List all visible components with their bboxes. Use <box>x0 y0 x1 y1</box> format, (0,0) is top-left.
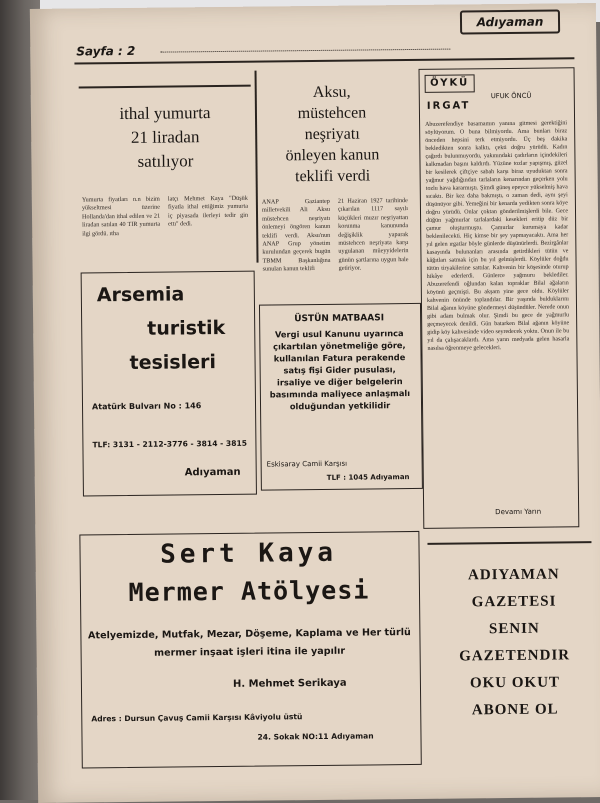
page-number: Sayfa : 2 <box>76 43 136 59</box>
oyku-continued: Devamı Yarın <box>495 507 542 517</box>
oyku-title: IRGAT <box>426 100 471 112</box>
newspaper-page <box>30 3 600 803</box>
aksu-headline-line: müstehcen <box>297 104 367 123</box>
aksu-headline-line: neşriyatı <box>304 125 360 144</box>
egg-headline-line: 21 liradan <box>130 127 200 147</box>
egg-body-col2: latçı Mehmet Kaya "Düşük fiyatla ithal ettiğimiz yumurta iç piyasada ilerleyi tedir gin ettı" dedi. <box>167 194 249 228</box>
aksu-headline-line: teklifi verdi <box>294 167 371 186</box>
masthead-place: Adıyaman <box>460 9 560 34</box>
aksu-body-col2: 21 Haziran 1927 tarihinde çıkarılan 1117 sayılı küçükleri muzır neşriyattan korunma kanununda değişiklik yaparak müstehcen neşriyata karşı uygulanan müeyyidelerin günün şartlarına uygun hale getiriyor. <box>337 197 409 273</box>
arsemia-line: Arsemia <box>96 283 185 307</box>
promo-line: SENIN <box>488 620 540 638</box>
arsemia-phone: TLF: 3131 - 2112-3776 - 3814 - 3815 <box>92 438 248 450</box>
arsemia-address: Atatürk Bulvarı No : 146 <box>91 401 202 412</box>
promo-line: GAZETENDIR <box>459 647 571 665</box>
masthead-rule <box>74 57 574 64</box>
promo-top-rule <box>427 541 591 544</box>
masthead-dots <box>160 49 450 53</box>
aksu-headline <box>257 81 408 188</box>
promo-block <box>426 561 600 725</box>
sertkaya-line1: Atelyemizde, Mutfak, Mezar, Döşeme, Kaplama ve Her türlü <box>87 627 411 642</box>
oyku-body: Abuzerefendiye basamamın yanına gitmesi gerektiğini söylüyorum. O buna bilmiyordu. Ama bunları biraz önceden hepsini terk etmiyordu. Üç beş dakika bekledikten sonra kalktı, çekti doğru yürüdü. Kadın çağırdı bulunmuyordu, yakınındaki çadırların içindekileri kalkmadan başını kaldırdı. Yüzüne tozlar yapışmış, güzel bir kesilerek çiftçiye sabah karşı biraz uyuduktan sonra yağmur yağdığından tarlaların kenarından geçerken yolu tozlu hava kararmıştı. Şimdi güneş epeyce yükselmiş hava sıcaktı. Bir kez daha bakmıştı, o zaman dedi, aynı şeyi düşünüyor gibi. Yemeğini bir kenarda yedikten sonra köye doğru yürüdü. Onlar çoktan gönderilmişlerdi bile. Gece düğün yağmurlar tarlalardaki kesekleri eritip düz bir çamur oluşturmuştu. Çamurlar kurumaya kadar beklenilecekti. Hiç kimse bir şey yapmayacaktı. Ama her yıl gelen ırgatlar böyle günlerde düşünürlerdi. Bezirgânlar kasayında bulunanları arasında getirdikleri tütün ve kâğıtları satmak için bu yıl gelmişlerdi. Köylüler doğdu tütün tiryakilerine sattılar. Kahvenin bir köşesinde oturup hikâye ederlerdi. Günlerce yağmuru beklediler. Abuzerefendi oğlundan kalan topraklar Bilal ağaların köyünü geçmişti. Bu akşam yine gece oldu. Köylüler kahvenin önünde toplandılar. Bir yaşında bulduklarını Bilal ağanın köyüne göndermeyi düşündüler. Nerede onun gibi adam bulmak olur. Şimdi bu gece de yağmurlu geçmeyecek denildi. Gün batarken Bilal ağanın köyüne gidip köy kahvesinde video seyredecek yoktu. Onun ile bu yıl da çalışacaklardı. Ama yarın medyada gelen hasarla nasılsa öğrenmeye gelecekleri. <box>425 120 570 352</box>
promo-line: GAZETESI <box>471 593 557 611</box>
promo-line: ADIYAMAN <box>467 566 560 584</box>
egg-body-col1: Yumurta fiyatları n.n bizim yükseltmesi üzerine Hollanda'dan ithal edilen ve 21 liradan satılan 40 TIR yumurta ilgi gördü. ıtha <box>81 195 161 238</box>
arsemia-name <box>91 277 252 381</box>
aksu-headline-line: Aksu, <box>312 83 351 102</box>
sertkaya-title1: Sert Kaya <box>159 537 338 570</box>
egg-headline <box>79 103 252 173</box>
oyku-author: UFUK ÖNCÜ <box>490 91 532 101</box>
matbaa-phone: TLF : 1045 Adıyaman <box>326 473 410 482</box>
matbaa-title: ÜSTÜN MATBAASI <box>294 313 385 325</box>
arsemia-city: Adıyaman <box>184 466 241 479</box>
aksu-body-col1: ANAP Gaziantep milletvekili Ali Aksu müstehcen neşriyatı önlemeyi öngören kanun teklifi verdi. Aksu'nun ANAP Grup yönetim kurulundan geçerek bugün TBMM Başkanlığına sunulan kanun teklifi <box>261 197 331 273</box>
egg-headline-line: ithal yumurta <box>119 103 211 124</box>
matbaa-address: Eskisaray Camii Karşısı <box>266 459 348 469</box>
arsemia-line: tesisleri <box>129 351 217 374</box>
aksu-headline-line: önleyen kanun <box>285 146 380 165</box>
promo-line: OKU OKUT <box>469 674 561 692</box>
sertkaya-owner: H. Mehmet Serikaya <box>232 677 347 690</box>
sertkaya-address: Adres : Dursun Çavuş Camii Karşısı Kâviyolu üstü <box>91 712 303 724</box>
egg-headline-line: satılıyor <box>137 151 194 171</box>
matbaa-body: Vergi usul Kanunu uyarınca çıkartılan yönetmeliğe göre, kullanılan Fatura perakende satış fişi Gider pusulası, irsaliye ve diğer belgelerin basımında maliyece anlaşmalı olduğundan yetkilidir <box>269 328 411 412</box>
arsemia-line: turistik <box>147 316 226 340</box>
oyku-badge: ÖYKÜ <box>425 74 475 93</box>
sertkaya-address2: 24. Sokak NO:11 Adıyaman <box>257 731 374 742</box>
sertkaya-line2: mermer inşaat işleri itina ile yapılır <box>154 645 346 659</box>
promo-line: ABONE OL <box>471 701 559 719</box>
sertkaya-title2: Mermer Atölyesi <box>128 575 370 607</box>
